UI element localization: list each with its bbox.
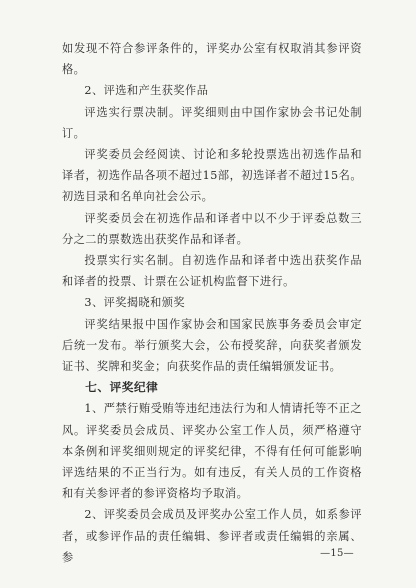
paragraph-two-thirds-vote: 评奖委员会在初选作品和译者中以不少于评委总数三分之二的票数选出获奖作品和译者。 (62, 211, 362, 246)
paragraph-discipline-rule-2: 2、评奖委员会成员及评奖办公室工作人员，如系参评者，或参评作品的责任编辑、参评者或责任编辑的亲属、参 (62, 508, 362, 564)
paragraph-eligibility-note: 如发现不符合参评条件的，评奖办公室有权取消其参评资格。 (62, 42, 362, 77)
document-body (62, 38, 362, 568)
paragraph-preliminary-selection: 评奖委员会经阅读、讨论和多轮投票选出初选作品和译者，初选作品各项不超过15部，初选译者不超过15名。初选目录和名单向社会公示。 (62, 148, 362, 204)
paragraph-named-voting: 投票实行实名制。自初选作品和译者中选出获奖作品和译者的投票、计票在公证机构监督下进行。 (62, 254, 362, 289)
page-number: —15— (320, 548, 354, 559)
paragraph-award-ceremony: 评奖结果报中国作家协会和国家民族事务委员会审定后统一发布。举行颁奖大会，公布授奖辞，向获奖者颁发证书、奖牌和奖金；向获奖作品的责任编辑颁发证书。 (62, 317, 362, 374)
subheading-announcement: 3、评奖揭晓和颁奖 (84, 296, 186, 310)
paragraph-discipline-rule-1: 1、严禁行贿受贿等违纪违法行为和人情请托等不正之风。评奖委员会成员、评奖办公室工作人员，须严格遵守本条例和评奖细则规定的评奖纪律，不得有任何可能影响评选结果的不正当行为。如有违反，有关人员的工作资格和有关参评者的参评资格均予取消。 (62, 402, 362, 501)
section-heading-discipline: 七、评奖纪律 (85, 380, 159, 395)
subheading-selection: 2、评选和产生获奖作品 (84, 84, 209, 98)
paragraph-voting-system: 评选实行票决制。评奖细则由中国作家协会书记处制订。 (62, 105, 362, 140)
